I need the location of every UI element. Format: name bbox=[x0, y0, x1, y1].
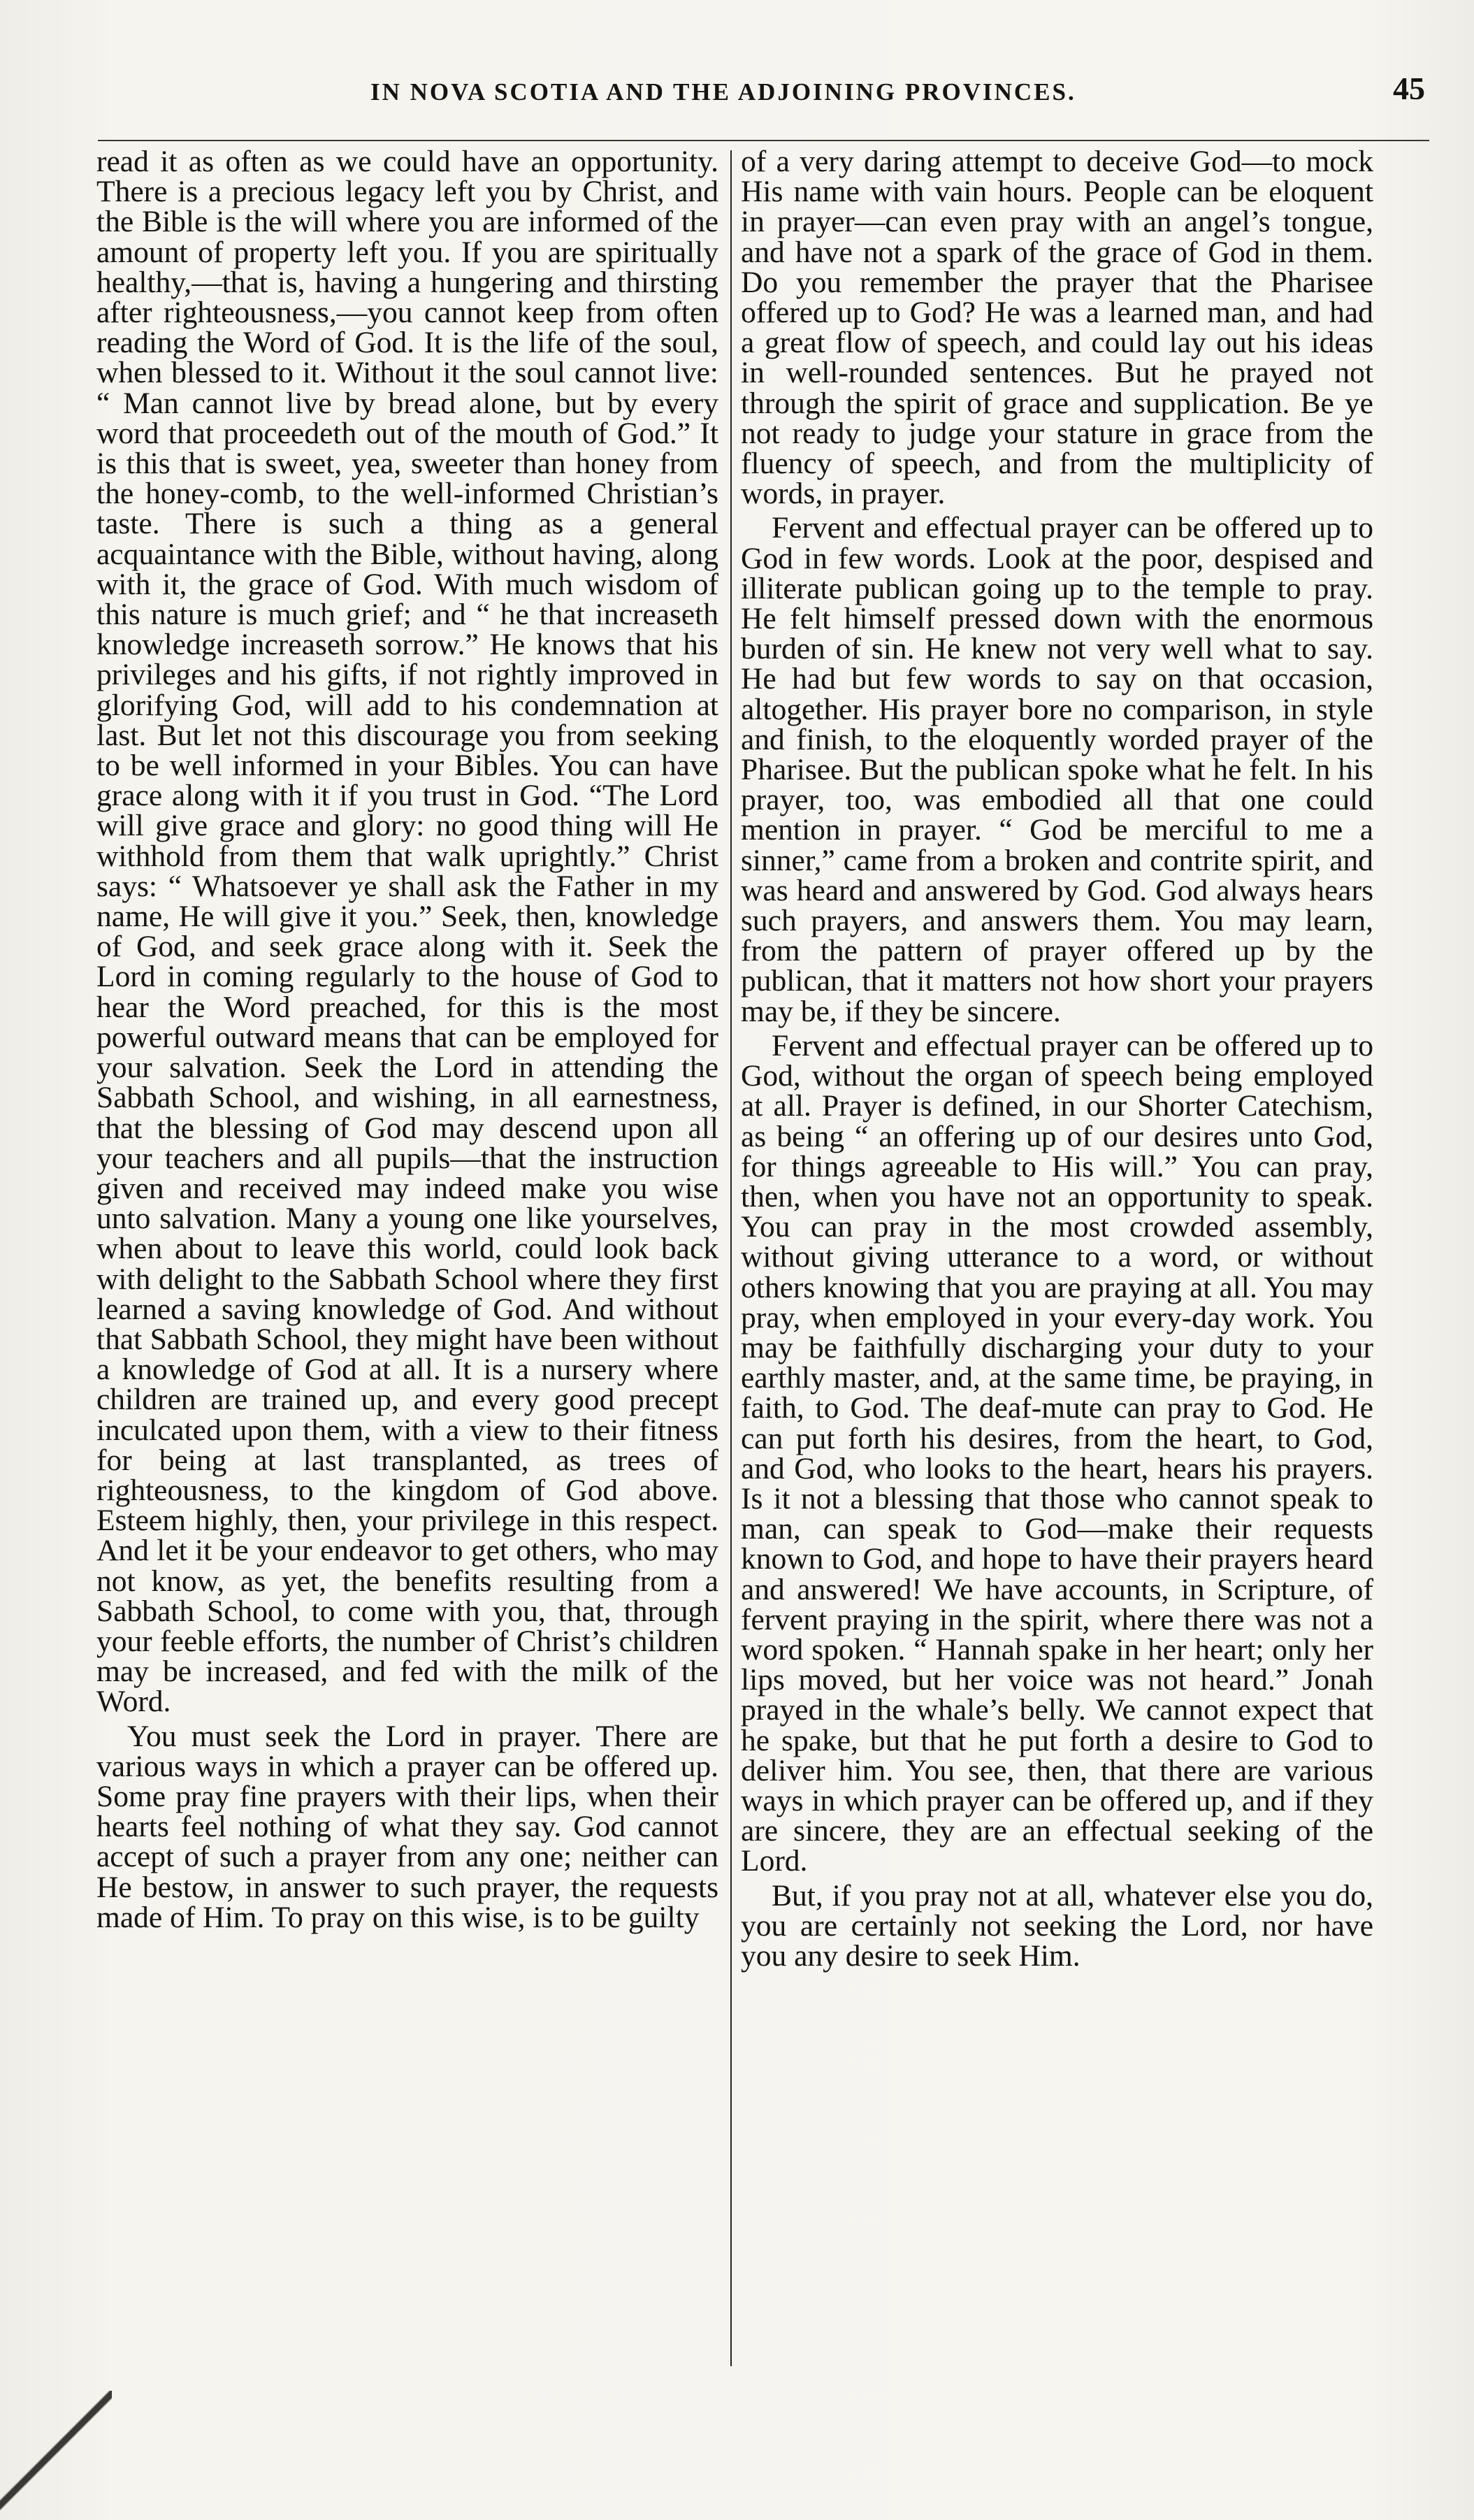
running-head: IN NOVA SCOTIA AND THE ADJOINING PROVINCES. bbox=[370, 78, 1076, 106]
header-rule bbox=[98, 140, 1429, 141]
left-column bbox=[96, 147, 718, 1933]
paragraph: You must seek the Lord in prayer. There are various ways in which a prayer can be offered up. Some pray fine prayers with their lips, when their hearts feel nothing of what they say. God cannot accept of such a prayer from any one; neither can He bestow, in answer to such prayer, the requests made of Him. To pray on this wise, is to be guilty bbox=[96, 1719, 718, 1934]
paragraph: read it as often as we could have an opportunity. There is a precious legacy left you by Christ, and the Bible is the will where you are informed of the amount of property left you. If you are spiritually healthy,—that is, having a hungering and thirsting after righteousness,—you cannot keep from often reading the Word of God. It is the life of the soul, when blessed to it. Without it the soul cannot live: “ Man cannot live by bread alone, but by every word that proceedeth out of the mouth of God.” It is this that is sweet, yea, sweeter than honey from the honey-comb, to the well-informed Christian’s taste. There is such a thing as a general acquaintance with the Bible, without having, along with it, the grace of God. With much wisdom of this nature is much grief; and “ he that increaseth knowledge increaseth sorrow.” He knows that his privileges and his gifts, if not rightly improved in glorifying God, will add to his condemnation at last. But let not this discourage you from seeking to be well informed in your Bibles. You can have grace along with it if you trust in God. “The Lord will give grace and glory: no good thing will He withhold from them that walk uprightly.” Christ says: “ Whatsoever ye shall ask the Father in my name, He will give it you.” Seek, then, knowledge of God, and seek grace along with it. Seek the Lord in coming regularly to the house of God to hear the Word preached, for this is the most powerful outward means that can be employed for your salvation. Seek the Lord in attending the Sabbath School, and wishing, in all earnestness, that the blessing of God may descend upon all your teachers and all pupils—that the instruction given and received may indeed make you wise unto salvation. Many a young one like yourselves, when about to leave this world, could look back with delight to the Sabbath School where they first learned a saving knowledge of God. And without that Sabbath School, they might have been without a knowledge of God at all. It is a nursery where children are trained up, and every good precept inculcated upon them, with a view to their fitness for being at last transplanted, as trees of righteousness, to the kingdom of God above. Esteem highly, then, your privilege in this respect. And let it be your endeavor to get others, who may not know, as yet, the benefits resulting from a Sabbath School, to come with you, that, through your feeble efforts, the number of Christ’s children may be increased, and fed with the milk of the Word. bbox=[96, 145, 718, 1719]
paragraph: Fervent and effectual prayer can be offered up to God, without the organ of speech being employed at all. Prayer is defined, in our Shorter Catechism, as being “ an offering up of our desires unto God, for things agreeable to His will.” You can pray, then, when you have not an opportunity to speak. You can pray in the most crowded assembly, without giving utterance to a word, or without others knowing that you are praying at all. You may pray, when employed in your every-day work. You may be faithfully discharging your duty to your earthly master, and, at the same time, be praying, in faith, to God. The deaf-mute can pray to God. He can put forth his desires, from the heart, to God, and God, who looks to the heart, hears his prayers. Is it not a blessing that those who cannot speak to man, can speak to God—make their requests known to God, and hope to have their prayers heard and answered! We have accounts, in Scripture, of fervent praying in the spirit, where there was not a word spoken. “ Hannah spake in her heart; only her lips moved, but her voice was not heard.” Jonah prayed in the whale’s belly. We cannot expect that he spake, but that he put forth a desire to God to deliver him. You see, then, that there are various ways in which prayer can be offered up, and if they are sincere, they are an effectual seeking of the Lord. bbox=[741, 1028, 1373, 1878]
column-divider bbox=[730, 150, 732, 2366]
page-number: 45 bbox=[1393, 71, 1425, 106]
paragraph: Fervent and effectual prayer can be offered up to God in few words. Look at the poor, despised and illiterate publican going up to the temple to pray. He felt himself pressed down with the enormous burden of sin. He knew not very well what to say. He had but few words to say on that occasion, altogether. His prayer bore no comparison, in style and finish, to the eloquently worded prayer of the Pharisee. But the publican spoke what he felt. In his prayer, too, was embodied all that one could mention in prayer. “ God be merciful to me a sinner,” came from a broken and contrite spirit, and was heard and answered by God. God always hears such prayers, and answers them. You may learn, from the pattern of prayer offered up by the publican, that it matters not how short your prayers may be, if they be sincere. bbox=[741, 511, 1373, 1028]
right-column bbox=[741, 147, 1373, 1971]
paragraph: of a very daring attempt to deceive God—to mock His name with vain hours. People can be eloquent in prayer—can even pray with an angel’s tongue, and have not a spark of the grace of God in them. Do you remember the prayer that the Pharisee offered up to God? He was a learned man, and had a great flow of speech, and could lay out his ideas in well-rounded sentences. But he prayed not through the spirit of grace and supplication. Be ye not ready to judge your stature in grace from the fluency of speech, and from the multiplicity of words, in prayer. bbox=[741, 145, 1373, 511]
paragraph: But, if you pray not at all, whatever else you do, you are certainly not seeking the Lord, nor have you any desire to seek Him. bbox=[741, 1878, 1373, 1973]
page-edge-shadow bbox=[0, 2391, 112, 2520]
